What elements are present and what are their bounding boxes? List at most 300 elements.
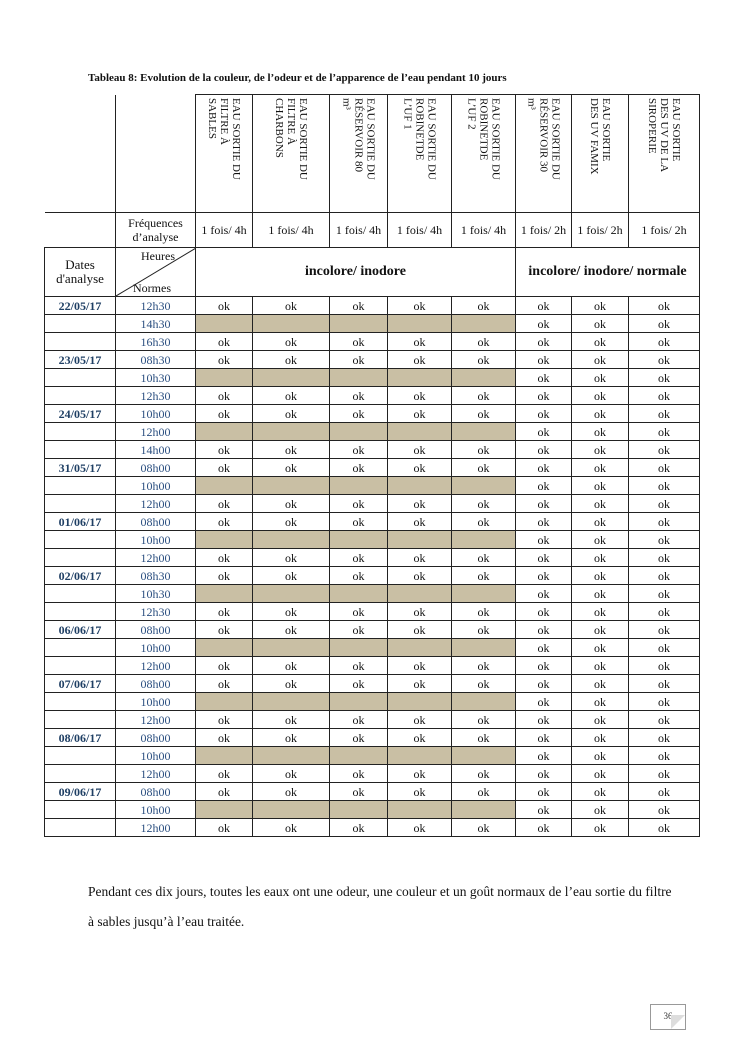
result-cell: ok [572, 819, 629, 837]
result-cell: ok [388, 765, 452, 783]
result-cell: ok [196, 441, 253, 459]
result-cell: ok [253, 441, 330, 459]
result-cell: ok [629, 531, 700, 549]
result-cell: ok [572, 531, 629, 549]
result-cell: ok [253, 567, 330, 585]
result-cell: ok [516, 459, 572, 477]
result-cell: ok [253, 711, 330, 729]
norm-group-2: incolore/ inodore/ normale [516, 248, 700, 297]
result-cell: ok [629, 513, 700, 531]
result-cell: ok [388, 549, 452, 567]
result-cell: ok [330, 765, 388, 783]
result-cell: ok [330, 567, 388, 585]
result-cell: ok [452, 729, 516, 747]
result-cell: ok [572, 315, 629, 333]
shaded-cell [253, 693, 330, 711]
result-cell: ok [516, 711, 572, 729]
column-header: EAU SORTIE DU FILTRE À SABLES [196, 95, 253, 213]
time-cell: 12h30 [116, 297, 196, 315]
table-caption: Tableau 8: Evolution de la couleur, de l’odeur et de l’apparence de l’eau pendant 10 jours [88, 72, 507, 84]
result-cell: ok [572, 657, 629, 675]
shaded-cell [330, 423, 388, 441]
date-cell [45, 801, 116, 819]
water-quality-table [44, 94, 700, 837]
date-cell [45, 531, 116, 549]
result-cell: ok [516, 387, 572, 405]
result-cell: ok [629, 351, 700, 369]
frequency-cell: 1 fois/ 4h [452, 213, 516, 248]
result-cell: ok [572, 333, 629, 351]
time-cell: 08h00 [116, 621, 196, 639]
result-cell: ok [516, 801, 572, 819]
result-cell: ok [629, 477, 700, 495]
result-cell: ok [196, 657, 253, 675]
result-cell: ok [253, 459, 330, 477]
result-cell: ok [516, 693, 572, 711]
result-cell: ok [388, 405, 452, 423]
time-cell: 12h00 [116, 819, 196, 837]
result-cell: ok [253, 549, 330, 567]
result-cell: ok [253, 405, 330, 423]
shaded-cell [330, 639, 388, 657]
result-cell: ok [629, 603, 700, 621]
time-cell: 10h00 [116, 747, 196, 765]
column-header: EAU SORTIE DU FILTRE À CHARBONS [253, 95, 330, 213]
table-row [45, 747, 700, 765]
time-cell: 10h30 [116, 369, 196, 387]
date-cell [45, 657, 116, 675]
dates-label: Dates d'analyse [45, 248, 116, 297]
result-cell: ok [330, 819, 388, 837]
time-cell: 10h00 [116, 693, 196, 711]
result-cell: ok [253, 333, 330, 351]
shaded-cell [196, 585, 253, 603]
date-cell: 06/06/17 [45, 621, 116, 639]
result-cell: ok [572, 693, 629, 711]
table-row [45, 603, 700, 621]
result-cell: ok [572, 369, 629, 387]
result-cell: ok [629, 459, 700, 477]
result-cell: ok [572, 567, 629, 585]
shaded-cell [388, 369, 452, 387]
result-cell: ok [330, 297, 388, 315]
page-number [650, 1004, 686, 1030]
date-cell [45, 441, 116, 459]
column-header: EAU SORTIE DU RÉSERVOIR 30 m³ [516, 95, 572, 213]
date-cell [45, 477, 116, 495]
norms-row [45, 248, 700, 297]
result-cell: ok [330, 333, 388, 351]
result-cell: ok [516, 315, 572, 333]
date-cell: 31/05/17 [45, 459, 116, 477]
shaded-cell [452, 747, 516, 765]
result-cell: ok [629, 441, 700, 459]
shaded-cell [330, 747, 388, 765]
time-cell: 12h30 [116, 387, 196, 405]
result-cell: ok [452, 567, 516, 585]
frequency-row [45, 213, 700, 248]
result-cell: ok [330, 729, 388, 747]
shaded-cell [196, 423, 253, 441]
frequency-cell: 1 fois/ 2h [572, 213, 629, 248]
result-cell: ok [388, 603, 452, 621]
shaded-cell [253, 423, 330, 441]
page-curl-icon [671, 1015, 685, 1029]
result-cell: ok [253, 657, 330, 675]
shaded-cell [388, 423, 452, 441]
shaded-cell [388, 315, 452, 333]
time-cell: 12h00 [116, 423, 196, 441]
result-cell: ok [330, 459, 388, 477]
result-cell: ok [253, 729, 330, 747]
result-cell: ok [629, 405, 700, 423]
normes-label: Normes [133, 281, 171, 295]
time-cell: 12h00 [116, 657, 196, 675]
result-cell: ok [388, 621, 452, 639]
shaded-cell [196, 531, 253, 549]
column-header: EAU SORTIE DU ROBINETDE L’UF 1 [388, 95, 452, 213]
shaded-cell [388, 693, 452, 711]
date-cell [45, 819, 116, 837]
shaded-cell [452, 639, 516, 657]
shaded-cell [253, 747, 330, 765]
result-cell: ok [388, 729, 452, 747]
date-cell [45, 765, 116, 783]
table-row [45, 639, 700, 657]
shaded-cell [196, 315, 253, 333]
result-cell: ok [452, 495, 516, 513]
shaded-cell [253, 639, 330, 657]
time-cell: 08h00 [116, 459, 196, 477]
result-cell: ok [572, 801, 629, 819]
result-cell: ok [572, 441, 629, 459]
date-cell [45, 711, 116, 729]
result-cell: ok [629, 801, 700, 819]
result-cell: ok [452, 459, 516, 477]
result-cell: ok [629, 387, 700, 405]
result-cell: ok [516, 819, 572, 837]
result-cell: ok [452, 621, 516, 639]
column-header: EAU SORTIE DU ROBINETDE L’UF 2 [452, 95, 516, 213]
result-cell: ok [452, 819, 516, 837]
result-cell: ok [516, 657, 572, 675]
result-cell: ok [629, 693, 700, 711]
date-cell [45, 333, 116, 351]
frequency-cell: 1 fois/ 4h [388, 213, 452, 248]
result-cell: ok [452, 675, 516, 693]
result-cell: ok [196, 387, 253, 405]
result-cell: ok [629, 765, 700, 783]
result-cell: ok [196, 405, 253, 423]
result-cell: ok [196, 783, 253, 801]
shaded-cell [452, 477, 516, 495]
date-cell [45, 495, 116, 513]
frequency-label: Fréquences d’analyse [116, 213, 196, 248]
result-cell: ok [388, 495, 452, 513]
result-cell: ok [572, 495, 629, 513]
date-cell: 07/06/17 [45, 675, 116, 693]
result-cell: ok [196, 495, 253, 513]
result-cell: ok [452, 441, 516, 459]
time-cell: 10h00 [116, 639, 196, 657]
result-cell: ok [516, 423, 572, 441]
result-cell: ok [516, 369, 572, 387]
date-cell [45, 693, 116, 711]
result-cell: ok [196, 621, 253, 639]
table-row [45, 783, 700, 801]
result-cell: ok [452, 297, 516, 315]
date-cell [45, 603, 116, 621]
result-cell: ok [516, 495, 572, 513]
result-cell: ok [253, 765, 330, 783]
result-cell: ok [388, 819, 452, 837]
result-cell: ok [516, 675, 572, 693]
time-cell: 10h00 [116, 801, 196, 819]
result-cell: ok [516, 639, 572, 657]
time-cell: 08h00 [116, 783, 196, 801]
shaded-cell [388, 801, 452, 819]
shaded-cell [452, 585, 516, 603]
date-cell: 24/05/17 [45, 405, 116, 423]
result-cell: ok [516, 765, 572, 783]
time-cell: 12h00 [116, 549, 196, 567]
result-cell: ok [330, 675, 388, 693]
result-cell: ok [629, 315, 700, 333]
result-cell: ok [572, 621, 629, 639]
result-cell: ok [452, 657, 516, 675]
result-cell: ok [196, 567, 253, 585]
result-cell: ok [572, 585, 629, 603]
shaded-cell [196, 477, 253, 495]
shaded-cell [330, 531, 388, 549]
time-cell: 14h30 [116, 315, 196, 333]
shaded-cell [253, 585, 330, 603]
result-cell: ok [629, 621, 700, 639]
result-cell: ok [330, 783, 388, 801]
result-cell: ok [572, 729, 629, 747]
result-cell: ok [452, 513, 516, 531]
result-cell: ok [253, 297, 330, 315]
table-row [45, 351, 700, 369]
shaded-cell [388, 477, 452, 495]
result-cell: ok [330, 405, 388, 423]
table-row [45, 387, 700, 405]
result-cell: ok [516, 297, 572, 315]
table-row [45, 459, 700, 477]
date-cell: 08/06/17 [45, 729, 116, 747]
result-cell: ok [572, 351, 629, 369]
date-cell: 01/06/17 [45, 513, 116, 531]
frequency-cell: 1 fois/ 4h [253, 213, 330, 248]
frequency-cell: 1 fois/ 4h [196, 213, 253, 248]
result-cell: ok [330, 351, 388, 369]
result-cell: ok [253, 819, 330, 837]
result-cell: ok [452, 405, 516, 423]
table-row [45, 675, 700, 693]
result-cell: ok [388, 675, 452, 693]
result-cell: ok [629, 675, 700, 693]
result-cell: ok [629, 585, 700, 603]
date-cell: 22/05/17 [45, 297, 116, 315]
column-header-row [45, 95, 700, 213]
result-cell: ok [388, 441, 452, 459]
table-row [45, 765, 700, 783]
shaded-cell [196, 639, 253, 657]
table-row [45, 621, 700, 639]
result-cell: ok [253, 783, 330, 801]
result-cell: ok [629, 567, 700, 585]
time-cell: 08h30 [116, 567, 196, 585]
table-row [45, 315, 700, 333]
time-cell: 08h00 [116, 675, 196, 693]
result-cell: ok [572, 513, 629, 531]
result-cell: ok [629, 729, 700, 747]
result-cell: ok [629, 783, 700, 801]
result-cell: ok [196, 819, 253, 837]
table-row [45, 405, 700, 423]
result-cell: ok [196, 333, 253, 351]
date-cell [45, 639, 116, 657]
result-cell: ok [330, 657, 388, 675]
table-row [45, 441, 700, 459]
result-cell: ok [629, 819, 700, 837]
shaded-cell [330, 585, 388, 603]
table-row [45, 657, 700, 675]
result-cell: ok [629, 549, 700, 567]
result-cell: ok [572, 477, 629, 495]
shaded-cell [388, 639, 452, 657]
result-cell: ok [253, 621, 330, 639]
shaded-cell [196, 747, 253, 765]
result-cell: ok [516, 351, 572, 369]
page-number-text: 36 [663, 1011, 673, 1021]
shaded-cell [253, 369, 330, 387]
date-cell [45, 369, 116, 387]
result-cell: ok [516, 513, 572, 531]
hours-norms-corner [116, 248, 196, 297]
result-cell: ok [572, 423, 629, 441]
result-cell: ok [572, 675, 629, 693]
result-cell: ok [452, 333, 516, 351]
shaded-cell [452, 531, 516, 549]
table-row [45, 423, 700, 441]
norm-group-1: incolore/ inodore [196, 248, 516, 297]
result-cell: ok [330, 621, 388, 639]
result-cell: ok [330, 441, 388, 459]
result-cell: ok [196, 729, 253, 747]
result-cell: ok [253, 495, 330, 513]
column-header: EAU SORTIE DES UV FAMIX [572, 95, 629, 213]
time-cell: 08h30 [116, 351, 196, 369]
shaded-cell [253, 477, 330, 495]
date-cell [45, 423, 116, 441]
date-cell [45, 315, 116, 333]
result-cell: ok [516, 567, 572, 585]
time-cell: 12h00 [116, 765, 196, 783]
result-cell: ok [572, 459, 629, 477]
result-cell: ok [196, 675, 253, 693]
result-cell: ok [572, 639, 629, 657]
time-cell: 10h00 [116, 477, 196, 495]
result-cell: ok [330, 549, 388, 567]
result-cell: ok [452, 549, 516, 567]
frequency-cell: 1 fois/ 2h [629, 213, 700, 248]
result-cell: ok [253, 351, 330, 369]
time-cell: 12h00 [116, 711, 196, 729]
result-cell: ok [196, 513, 253, 531]
table-row [45, 819, 700, 837]
result-cell: ok [253, 675, 330, 693]
time-cell: 08h00 [116, 513, 196, 531]
result-cell: ok [516, 333, 572, 351]
time-cell: 10h00 [116, 531, 196, 549]
result-cell: ok [572, 549, 629, 567]
time-cell: 10h00 [116, 405, 196, 423]
result-cell: ok [516, 747, 572, 765]
result-cell: ok [330, 513, 388, 531]
shaded-cell [253, 315, 330, 333]
shaded-cell [253, 531, 330, 549]
result-cell: ok [629, 711, 700, 729]
result-cell: ok [516, 549, 572, 567]
shaded-cell [196, 801, 253, 819]
result-cell: ok [572, 405, 629, 423]
table-row [45, 567, 700, 585]
table-row [45, 585, 700, 603]
shaded-cell [452, 423, 516, 441]
shaded-cell [330, 801, 388, 819]
result-cell: ok [330, 711, 388, 729]
result-cell: ok [253, 387, 330, 405]
date-cell: 02/06/17 [45, 567, 116, 585]
result-cell: ok [452, 783, 516, 801]
result-cell: ok [452, 387, 516, 405]
column-header: EAU SORTIE DU RÉSERVOIR 80 m³ [330, 95, 388, 213]
result-cell: ok [629, 495, 700, 513]
table-row [45, 477, 700, 495]
table-row [45, 549, 700, 567]
result-cell: ok [388, 513, 452, 531]
time-cell: 10h30 [116, 585, 196, 603]
time-cell: 16h30 [116, 333, 196, 351]
result-cell: ok [516, 531, 572, 549]
shaded-cell [196, 369, 253, 387]
time-cell: 12h30 [116, 603, 196, 621]
table-row [45, 801, 700, 819]
result-cell: ok [196, 351, 253, 369]
result-cell: ok [388, 711, 452, 729]
shaded-cell [388, 531, 452, 549]
result-cell: ok [629, 747, 700, 765]
table-row [45, 495, 700, 513]
date-cell [45, 549, 116, 567]
time-cell: 08h00 [116, 729, 196, 747]
frequency-cell: 1 fois/ 4h [330, 213, 388, 248]
result-cell: ok [572, 747, 629, 765]
result-cell: ok [253, 513, 330, 531]
table-row [45, 729, 700, 747]
result-cell: ok [196, 549, 253, 567]
date-cell [45, 585, 116, 603]
result-cell: ok [516, 441, 572, 459]
result-cell: ok [196, 765, 253, 783]
table-row [45, 333, 700, 351]
result-cell: ok [452, 765, 516, 783]
result-cell: ok [388, 459, 452, 477]
result-cell: ok [388, 387, 452, 405]
result-cell: ok [388, 333, 452, 351]
date-cell [45, 747, 116, 765]
